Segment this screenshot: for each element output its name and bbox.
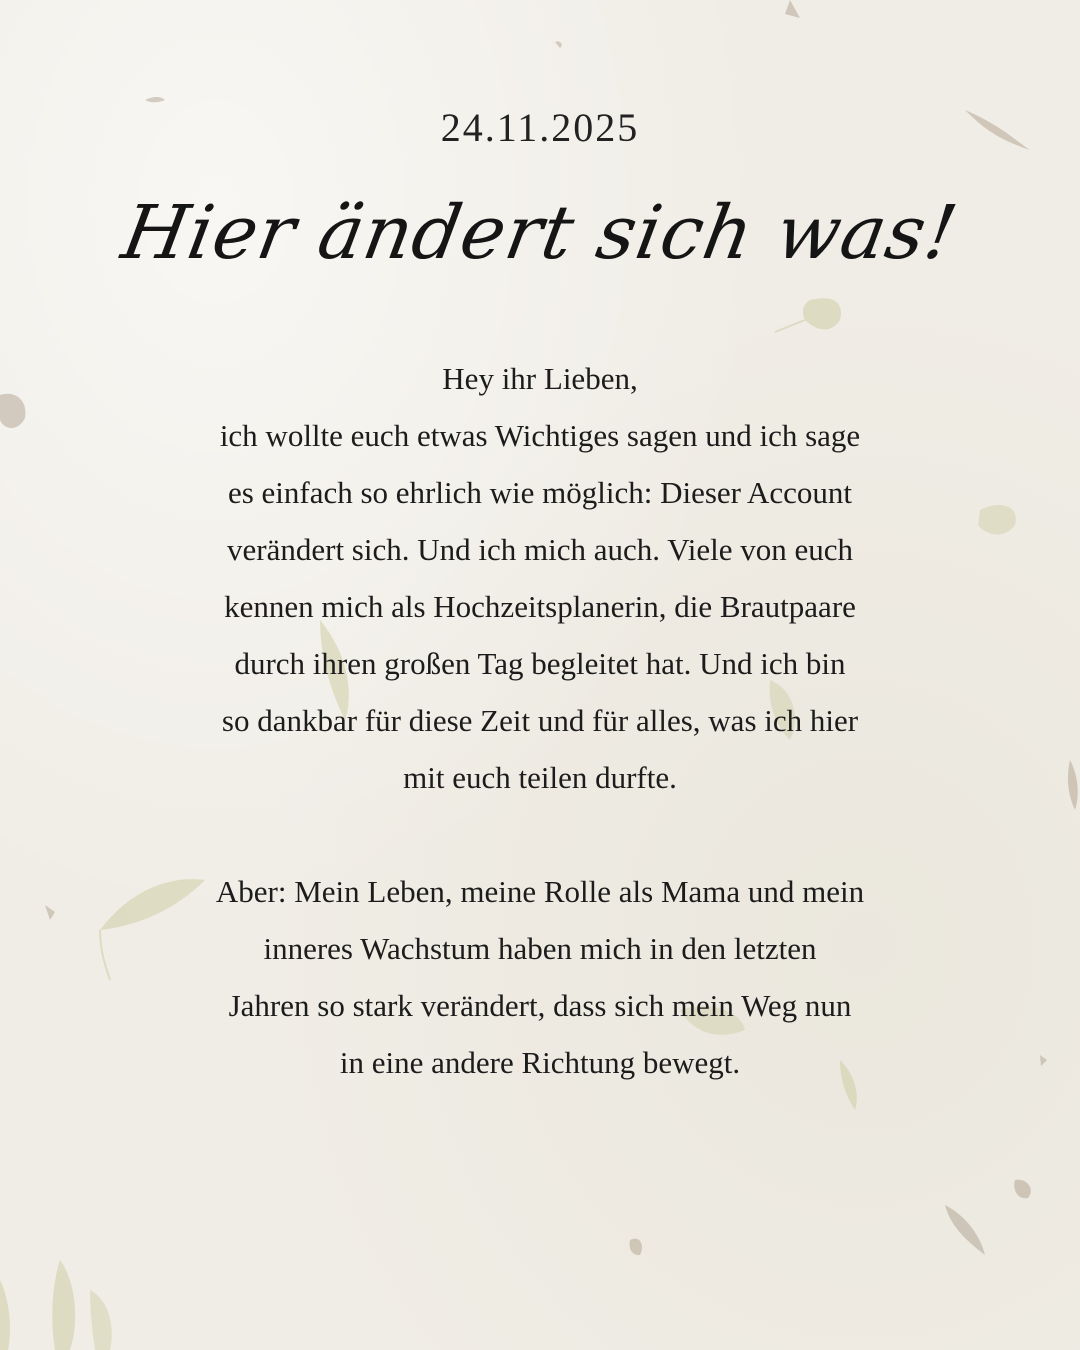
body-line: Jahren so stark verändert, dass sich mein Weg nun xyxy=(228,988,852,1023)
leaf-shape xyxy=(52,1260,75,1350)
leaf-shape xyxy=(90,1290,112,1350)
leaf-shape xyxy=(0,1280,10,1350)
leaf-shape xyxy=(0,394,25,428)
body-line: durch ihren großen Tag begleitet hat. Und ich bin xyxy=(234,646,846,681)
body-line: in eine andere Richtung bewegt. xyxy=(339,1045,741,1080)
body-line: es einfach so ehrlich wie möglich: Dieser Account xyxy=(227,475,853,510)
body-line: ich wollte euch etwas Wichtiges sagen und ich sage xyxy=(219,418,861,453)
body-line: verändert sich. Und ich mich auch. Viele von euch xyxy=(227,532,853,567)
post-title: Hier ändert sich was! xyxy=(115,190,965,276)
leaf-shape xyxy=(145,97,165,102)
leaf-stem xyxy=(100,930,110,980)
leaf-shape xyxy=(1040,1055,1047,1066)
leaf-shape xyxy=(945,1205,985,1255)
body-line: mit euch teilen durfte. xyxy=(403,760,677,795)
body-line: inneres Wachstum haben mich in den letzten xyxy=(263,931,817,966)
post-body xyxy=(140,350,940,1091)
leaf-shape xyxy=(45,905,55,920)
body-line: kennen mich als Hochzeitsplanerin, die Brautpaare xyxy=(224,589,856,624)
leaf-shape xyxy=(629,1239,641,1255)
leaf-shape xyxy=(978,505,1016,534)
leaf-shape xyxy=(1014,1180,1031,1198)
leaf-shape xyxy=(1068,760,1078,810)
body-line: Hey ihr Lieben, xyxy=(442,361,638,396)
leaf-shape xyxy=(555,41,562,48)
body-line: so dankbar für diese Zeit und für alles, was ich hier xyxy=(221,703,859,738)
leaf-stem xyxy=(775,320,805,332)
leaf-shape xyxy=(803,298,841,329)
paragraph-spacer xyxy=(140,806,940,863)
leaf-shape xyxy=(785,0,800,18)
post-date: 24.11.2025 xyxy=(440,105,640,150)
body-line: Aber: Mein Leben, meine Rolle als Mama und mein xyxy=(215,874,865,909)
